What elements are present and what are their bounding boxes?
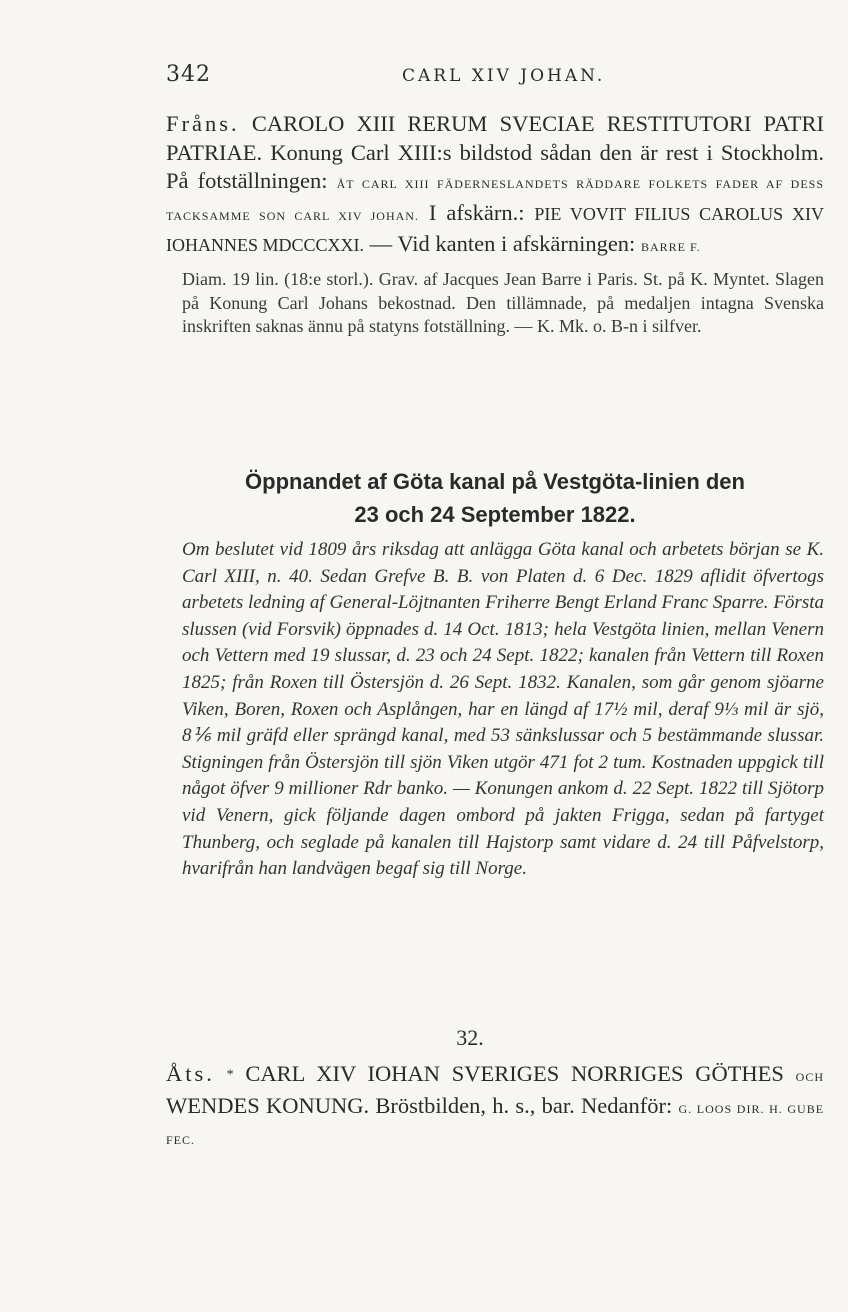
section-paragraph — [182, 537, 824, 883]
kanten-label: — Vid kanten i afskärningen: — [369, 231, 636, 256]
running-title: CARL XIV JOHAN. — [402, 66, 606, 86]
nedanfor-label: Nedanför: — [581, 1092, 673, 1118]
ats-label: Åts. — [166, 1061, 215, 1086]
section-paragraph-part-2: kanalen från Vettern till Roxen 1825; från Roxen till Östersjön d. 26 Sept. 1832. Kanalen, som går genom sjöarne Viken, Boren, Roxen och Asplången, har en längd af 17½ mil, deraf 9⅓ mil är sjö, 8⅙ mil gräfd eller sprängd kanal, med 53 sänkslussar och 5 bestämmande slussar. Stigningen från Östersjön till sjön Viken utgör 471 fot 2 tum. Kostnaden uppgick till något öfver 9 millioner Rdr banko. — Konungen ankom d. 22 Sept. 1822 till Sjötorp vid Venern, gick följande dagen ombord på jakten Frigga, sedan på fartyget Thunberg, och seglade på kanalen till Hajstorp samt vidare d. 24 till Påfvelstorp, hvarifrån han landvägen begaf sig till Norge. — [182, 645, 824, 880]
coin-desc: Bröstbilden, h. s., bar. — [375, 1092, 575, 1118]
heading-line-2: 23 och 24 September 1822. — [354, 502, 636, 527]
ats-text: CARL XIV IOHAN SVERIGES NORRIGES GÖTHES — [245, 1061, 784, 1086]
kanten-text: BARRE F. — [640, 240, 701, 254]
frans-label: Fråns. — [166, 111, 240, 136]
och-word: OCH — [795, 1070, 824, 1084]
coin-description — [166, 1060, 824, 1155]
page-header — [166, 62, 766, 92]
frans-text: CAROLO XIII RERUM SVECIAE RESTITUTORI PATRI PATRIAE. Konung Carl XIII:s bildstod sådan den är rest i Stockholm. På fotställningen: — [166, 111, 824, 193]
heading-line-1: Öppnandet af Göta kanal på Vestgöta-linien den — [245, 469, 745, 494]
section-paragraph-part-1: Om beslutet vid 1809 års riksdag att anlägga Göta kanal och arbetets början se K. Carl XIII, n. 40. Sedan Grefve B. B. von Platen d. 6 Dec. 1829 aflidit öfvertogs arbetets ledning af General-Löjtnanten Friherre Bengt Erland Franc Sparre. Första slussen (vid Forsvik) öppnades d. 14 Oct. 1813; hela Vestgöta linien, mellan Venern och Vettern med 19 slussar, d. 23 och 24 Sept. 1822; — [182, 539, 824, 667]
star-icon: * — [226, 1067, 234, 1083]
coin-number: 32. — [456, 1025, 484, 1050]
medal-description — [166, 110, 824, 262]
frans-inscription: ÅT CARL XIII FÄDERNESLANDETS RÄDDARE FOLKETS FADER AF DESS TACKSAMME SON CARL XIV JOHAN. — [166, 177, 825, 223]
afskarn-text: PIE VOVIT FILIUS CAROLUS XIV IOHANNES MDCCCXXI. — [166, 203, 824, 255]
section-heading — [166, 465, 824, 531]
medal-note: Diam. 19 lin. (18:e storl.). Grav. af Jacques Jean Barre i Paris. St. på K. Myntet. Slagen på Konung Carl Johans bekostnad. Den tillämnade, på medaljen intagna Svenska inskriften saknas ännu på statyns fotställning. — K. Mk. o. B-n i silfver. — [182, 269, 824, 336]
page-number: 342 — [166, 62, 211, 87]
nedanfor-text: G. LOOS DIR. H. GUBE FEC. — [166, 1101, 825, 1147]
afskarn-label: I afskärn.: — [428, 199, 525, 225]
ats-text-2: WENDES KONUNG. — [166, 1092, 370, 1118]
